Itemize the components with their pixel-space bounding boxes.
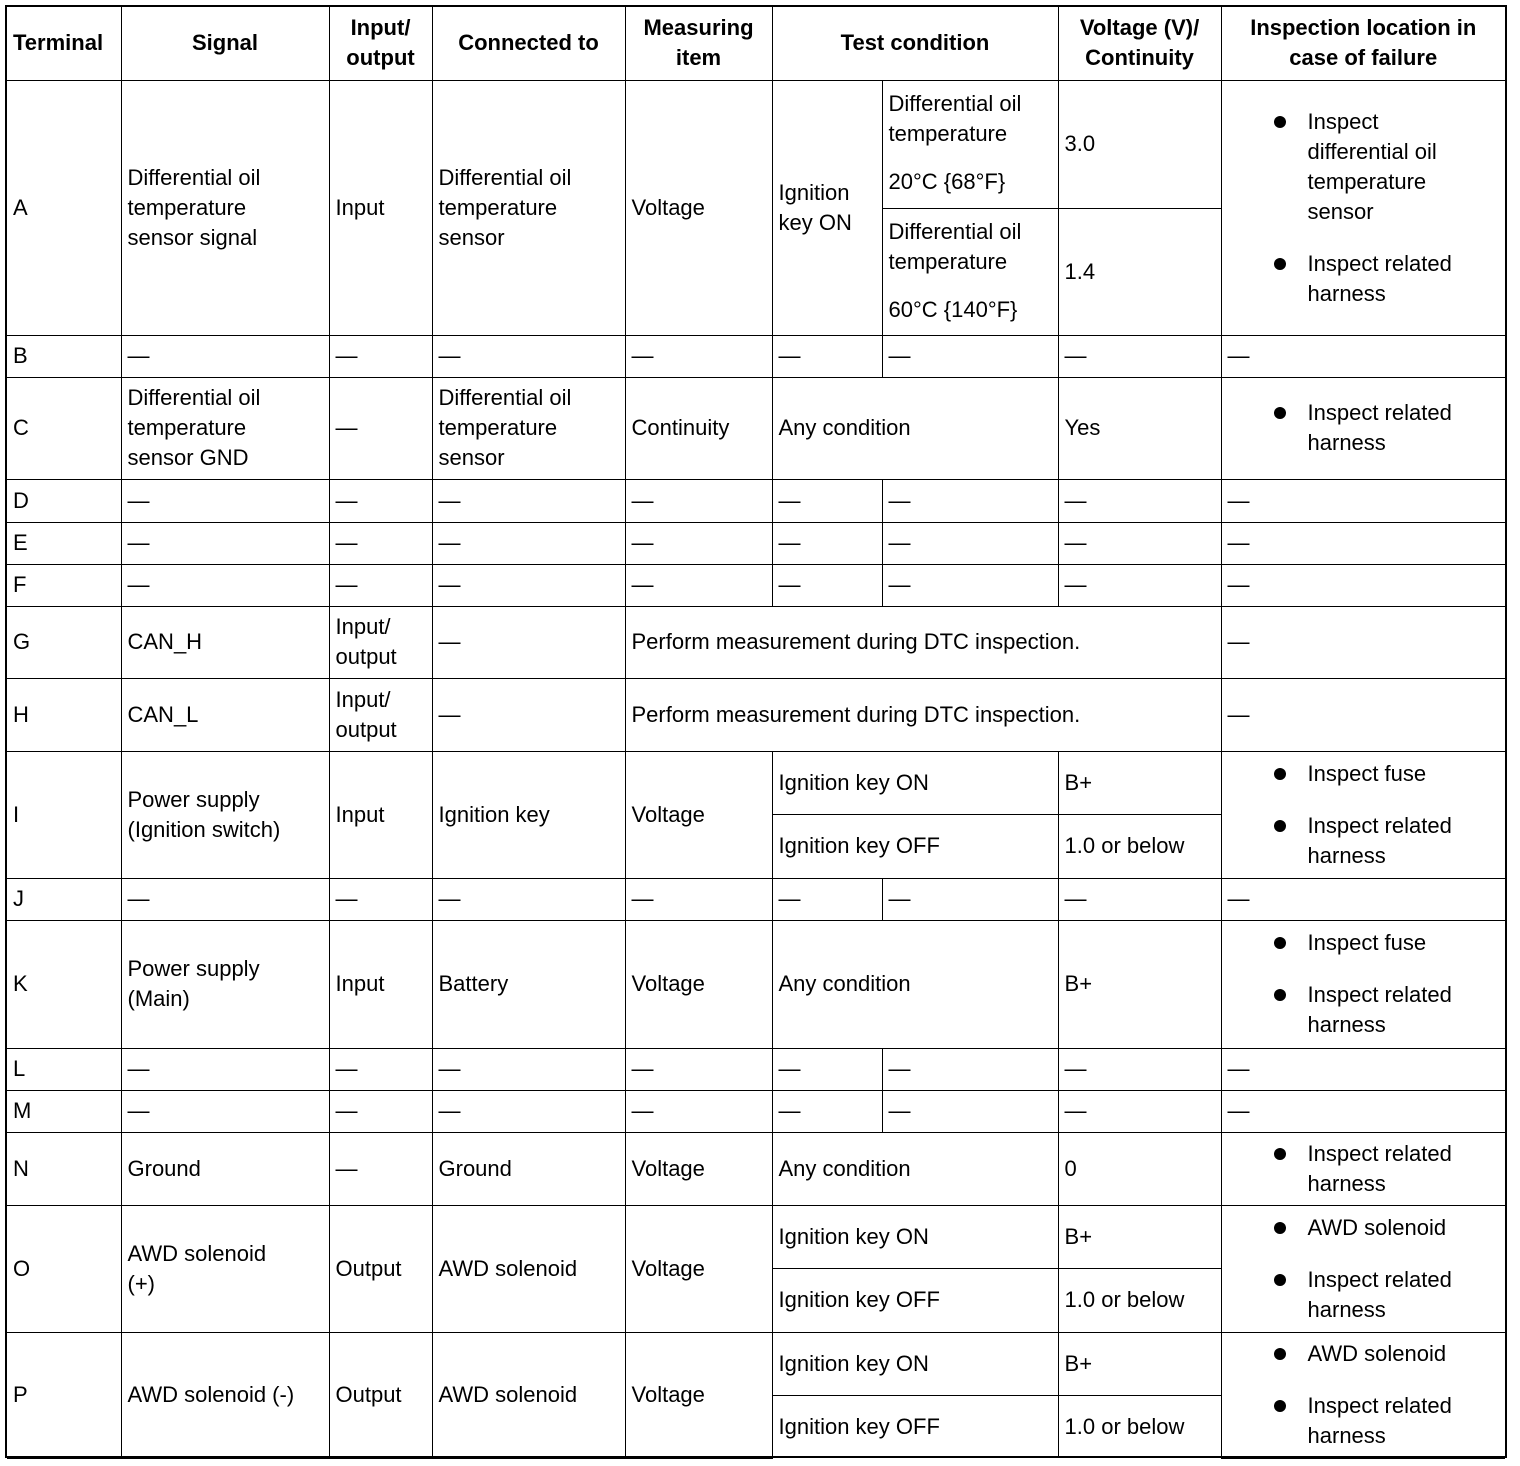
- voltage-cell: B+: [1058, 1332, 1221, 1395]
- inspection-item: Inspect related harness: [1262, 398, 1500, 458]
- inspection-cell: [1221, 377, 1505, 479]
- inspection-item: Inspect related harness: [1262, 1139, 1500, 1199]
- condition-cell: —: [772, 1090, 882, 1132]
- measuring-cell: —: [625, 1048, 772, 1090]
- inspection-cell: —: [1221, 1048, 1505, 1090]
- header-inspection-location: Inspection location in case of failure: [1221, 7, 1505, 80]
- table-row-o: [7, 1205, 1505, 1268]
- signal-cell: Power supply (Ignition switch): [121, 751, 329, 878]
- inspection-item: Inspect related harness: [1262, 1265, 1500, 1325]
- condition-cell: —: [772, 335, 882, 377]
- terminal-cell: O: [7, 1205, 121, 1332]
- terminal-cell: B: [7, 335, 121, 377]
- inspection-cell: —: [1221, 564, 1505, 606]
- measuring-cell: —: [625, 878, 772, 920]
- condition-cell: Ignition key ON: [772, 1205, 1058, 1268]
- voltage-cell: Yes: [1058, 377, 1221, 479]
- inspection-list: [1228, 928, 1500, 1040]
- terminal-cell: J: [7, 878, 121, 920]
- inspection-list: [1228, 398, 1500, 458]
- io-cell: —: [329, 479, 432, 522]
- table-row-m: [7, 1090, 1505, 1132]
- voltage-cell: —: [1058, 564, 1221, 606]
- inspection-cell: [1221, 751, 1505, 878]
- inspection-cell: —: [1221, 335, 1505, 377]
- condition-cell: Ignition key ON: [772, 751, 1058, 814]
- table-row-j: [7, 878, 1505, 920]
- signal-cell: —: [121, 564, 329, 606]
- inspection-item: Inspect related harness: [1262, 811, 1500, 871]
- header-terminal: Terminal: [7, 7, 121, 80]
- measuring-cell: Voltage: [625, 80, 772, 335]
- terminal-cell: N: [7, 1132, 121, 1205]
- table-row-n: [7, 1132, 1505, 1205]
- terminal-cell: C: [7, 377, 121, 479]
- table-row-c: [7, 377, 1505, 479]
- condition-cell: Any condition: [772, 1132, 1058, 1205]
- header-measuring-item: Measuring item: [625, 7, 772, 80]
- connected-cell: —: [432, 335, 625, 377]
- bullet-icon: [1274, 1400, 1286, 1412]
- io-cell: Input: [329, 751, 432, 878]
- measuring-cell: Voltage: [625, 1132, 772, 1205]
- condition-cell: —: [772, 522, 882, 564]
- inspection-list: [1228, 759, 1500, 871]
- terminal-voltage-table-frame: [5, 5, 1507, 1458]
- io-cell: —: [329, 1090, 432, 1132]
- signal-cell: Power supply (Main): [121, 920, 329, 1048]
- signal-cell: AWD solenoid (+): [121, 1205, 329, 1332]
- inspection-cell: —: [1221, 479, 1505, 522]
- table-row-p: [7, 1332, 1505, 1395]
- header-input-output: Input/ output: [329, 7, 432, 80]
- bullet-icon: [1274, 1274, 1286, 1286]
- header-signal: Signal: [121, 7, 329, 80]
- io-cell: —: [329, 1048, 432, 1090]
- terminal-cell: G: [7, 606, 121, 678]
- table-row-h: [7, 678, 1505, 751]
- signal-cell: CAN_H: [121, 606, 329, 678]
- signal-cell: —: [121, 522, 329, 564]
- inspection-list: [1228, 107, 1500, 309]
- inspection-item: AWD solenoid: [1262, 1213, 1500, 1243]
- header-connected-to: Connected to: [432, 7, 625, 80]
- table-row-l: [7, 1048, 1505, 1090]
- table-row-b: [7, 335, 1505, 377]
- inspection-cell: —: [1221, 606, 1505, 678]
- bullet-icon: [1274, 1348, 1286, 1360]
- condition-cell: Ignition key ON: [772, 1332, 1058, 1395]
- connected-cell: —: [432, 878, 625, 920]
- bullet-icon: [1274, 937, 1286, 949]
- terminal-cell: E: [7, 522, 121, 564]
- connected-cell: AWD solenoid: [432, 1205, 625, 1332]
- connected-cell: —: [432, 1048, 625, 1090]
- io-cell: —: [329, 377, 432, 479]
- signal-cell: AWD solenoid (-): [121, 1332, 329, 1458]
- voltage-cell: 1.0 or below: [1058, 1395, 1221, 1458]
- terminal-cell: A: [7, 80, 121, 335]
- table-row-d: [7, 479, 1505, 522]
- terminal-cell: K: [7, 920, 121, 1048]
- io-cell: Output: [329, 1332, 432, 1458]
- terminal-cell: I: [7, 751, 121, 878]
- measurement-note-cell: Perform measurement during DTC inspection.: [625, 606, 1221, 678]
- inspection-cell: [1221, 1205, 1505, 1332]
- voltage-cell: —: [1058, 878, 1221, 920]
- bullet-icon: [1274, 820, 1286, 832]
- inspection-list: [1228, 1213, 1500, 1325]
- inspection-item: Inspect related harness: [1262, 249, 1500, 309]
- terminal-cell: M: [7, 1090, 121, 1132]
- bullet-icon: [1274, 768, 1286, 780]
- inspection-list: [1228, 1339, 1500, 1451]
- signal-cell: —: [121, 335, 329, 377]
- header-test-condition: Test condition: [772, 7, 1058, 80]
- io-cell: —: [329, 522, 432, 564]
- voltage-cell: B+: [1058, 751, 1221, 814]
- voltage-cell: —: [1058, 479, 1221, 522]
- inspection-item: Inspect related harness: [1262, 1391, 1500, 1451]
- signal-cell: —: [121, 878, 329, 920]
- inspection-item: Inspect fuse: [1262, 928, 1500, 958]
- io-cell: Input/ output: [329, 606, 432, 678]
- table-row-e: [7, 522, 1505, 564]
- table-row-i: [7, 751, 1505, 814]
- connected-cell: —: [432, 479, 625, 522]
- voltage-cell: 0: [1058, 1132, 1221, 1205]
- sub-condition-cell: —: [882, 335, 1058, 377]
- header-row: [7, 7, 1505, 80]
- sub-condition-cell: —: [882, 479, 1058, 522]
- io-cell: —: [329, 335, 432, 377]
- connected-cell: —: [432, 1090, 625, 1132]
- voltage-cell: —: [1058, 1048, 1221, 1090]
- inspection-item: Inspect related harness: [1262, 980, 1500, 1040]
- sub-condition-cell: —: [882, 1090, 1058, 1132]
- signal-cell: Differential oil temperature sensor signal: [121, 80, 329, 335]
- connected-cell: —: [432, 606, 625, 678]
- inspection-item: Inspect fuse: [1262, 759, 1500, 789]
- voltage-cell: —: [1058, 522, 1221, 564]
- sub-condition-cell: —: [882, 564, 1058, 606]
- connected-cell: Ignition key: [432, 751, 625, 878]
- io-cell: Input: [329, 920, 432, 1048]
- header-voltage-continuity: Voltage (V)/ Continuity: [1058, 7, 1221, 80]
- voltage-cell: 1.0 or below: [1058, 1268, 1221, 1332]
- inspection-cell: —: [1221, 878, 1505, 920]
- signal-cell: Differential oil temperature sensor GND: [121, 377, 329, 479]
- bullet-icon: [1274, 1222, 1286, 1234]
- measurement-note-cell: Perform measurement during DTC inspection.: [625, 678, 1221, 751]
- voltage-cell: —: [1058, 335, 1221, 377]
- inspection-item: Inspect differential oil temperature sensor: [1262, 107, 1500, 227]
- connected-cell: Ground: [432, 1132, 625, 1205]
- bullet-icon: [1274, 407, 1286, 419]
- measuring-cell: Voltage: [625, 1205, 772, 1332]
- voltage-cell: 1.0 or below: [1058, 814, 1221, 878]
- condition-cell: —: [772, 479, 882, 522]
- sub-condition-cell: —: [882, 1048, 1058, 1090]
- inspection-cell: [1221, 80, 1505, 335]
- table-row-a: [7, 80, 1505, 208]
- terminal-cell: D: [7, 479, 121, 522]
- inspection-cell: —: [1221, 522, 1505, 564]
- inspection-item: AWD solenoid: [1262, 1339, 1500, 1369]
- measuring-cell: Continuity: [625, 377, 772, 479]
- voltage-cell: B+: [1058, 920, 1221, 1048]
- condition-cell: Ignition key OFF: [772, 1395, 1058, 1458]
- bullet-icon: [1274, 989, 1286, 1001]
- sub-condition-cell: —: [882, 522, 1058, 564]
- connected-cell: Differential oil temperature sensor: [432, 80, 625, 335]
- signal-cell: —: [121, 479, 329, 522]
- condition-cell: —: [772, 878, 882, 920]
- terminal-cell: F: [7, 564, 121, 606]
- io-cell: —: [329, 1132, 432, 1205]
- voltage-cell: B+: [1058, 1205, 1221, 1268]
- terminal-cell: P: [7, 1332, 121, 1458]
- voltage-cell: —: [1058, 1090, 1221, 1132]
- measuring-cell: Voltage: [625, 1332, 772, 1458]
- condition-cell: Any condition: [772, 920, 1058, 1048]
- bullet-icon: [1274, 116, 1286, 128]
- measuring-cell: —: [625, 479, 772, 522]
- measuring-cell: —: [625, 522, 772, 564]
- inspection-cell: [1221, 1332, 1505, 1458]
- io-cell: —: [329, 878, 432, 920]
- signal-cell: —: [121, 1048, 329, 1090]
- connected-cell: —: [432, 564, 625, 606]
- io-cell: Input/ output: [329, 678, 432, 751]
- table-row-f: [7, 564, 1505, 606]
- measuring-cell: —: [625, 1090, 772, 1132]
- connected-cell: —: [432, 522, 625, 564]
- io-cell: Output: [329, 1205, 432, 1332]
- signal-cell: Ground: [121, 1132, 329, 1205]
- sub-condition-cell: Differential oil temperature 60°C {140°F}: [882, 208, 1058, 335]
- sub-condition-cell: —: [882, 878, 1058, 920]
- io-cell: —: [329, 564, 432, 606]
- measuring-cell: Voltage: [625, 751, 772, 878]
- condition-cell: Ignition key ON: [772, 80, 882, 335]
- inspection-cell: [1221, 1132, 1505, 1205]
- voltage-cell: 1.4: [1058, 208, 1221, 335]
- inspection-cell: —: [1221, 1090, 1505, 1132]
- condition-cell: Ignition key OFF: [772, 1268, 1058, 1332]
- terminal-voltage-table: [7, 7, 1505, 1459]
- voltage-cell: 3.0: [1058, 80, 1221, 208]
- measuring-cell: —: [625, 335, 772, 377]
- measuring-cell: Voltage: [625, 920, 772, 1048]
- connected-cell: Battery: [432, 920, 625, 1048]
- table-row-g: [7, 606, 1505, 678]
- connected-cell: —: [432, 678, 625, 751]
- inspection-cell: —: [1221, 678, 1505, 751]
- connected-cell: AWD solenoid: [432, 1332, 625, 1458]
- inspection-cell: [1221, 920, 1505, 1048]
- connected-cell: Differential oil temperature sensor: [432, 377, 625, 479]
- bullet-icon: [1274, 1148, 1286, 1160]
- terminal-cell: L: [7, 1048, 121, 1090]
- sub-condition-cell: Differential oil temperature 20°C {68°F}: [882, 80, 1058, 208]
- condition-cell: —: [772, 564, 882, 606]
- table-row-k: [7, 920, 1505, 1048]
- io-cell: Input: [329, 80, 432, 335]
- condition-cell: Any condition: [772, 377, 1058, 479]
- terminal-cell: H: [7, 678, 121, 751]
- condition-cell: Ignition key OFF: [772, 814, 1058, 878]
- inspection-list: [1228, 1139, 1500, 1199]
- condition-cell: —: [772, 1048, 882, 1090]
- signal-cell: —: [121, 1090, 329, 1132]
- bullet-icon: [1274, 258, 1286, 270]
- measuring-cell: —: [625, 564, 772, 606]
- signal-cell: CAN_L: [121, 678, 329, 751]
